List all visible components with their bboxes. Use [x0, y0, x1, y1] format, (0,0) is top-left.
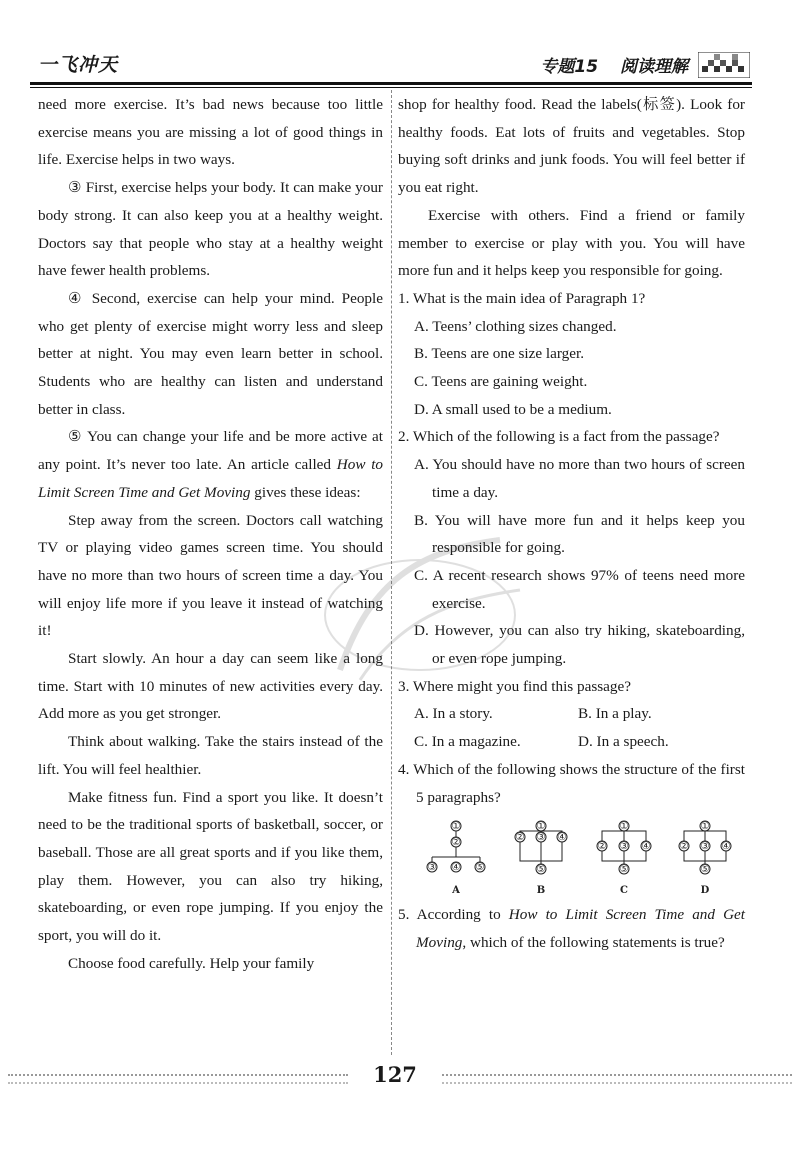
page-header: [30, 46, 772, 86]
q2-option-b: B. You will have more fun and it helps keep you responsible for going.: [414, 511, 745, 557]
idea-fitness: Make fitness fun. Find a sport you like. It doesn’t need to be the traditional sports of basketball, soccer, or baseball. Those are all great sports and if you like them, play them. However, you can also try hiking, skateboarding, or even rope jumping. If you enjoy the sport, you will do it.: [38, 788, 383, 945]
paragraph-5-text: ⑤ You can change your life and be more active at any point. It’s never too late. An article called: [38, 428, 383, 474]
diagram-a-node-3: ③: [427, 862, 437, 874]
diagram-d-node-3: ③: [700, 841, 710, 853]
structure-diagrams-svg: [398, 817, 745, 901]
header-rule-thick: [30, 82, 752, 85]
diagram-c: [597, 821, 651, 896]
food-paragraph-cont: shop for healthy food. Read the labels(标签). Look for healthy foods. Eat lots of fruits and vegetables. Stop buying soft drinks and junk foods. You will feel better if you eat right.: [398, 96, 745, 197]
diagram-c-node-3: ③: [619, 841, 629, 853]
q1-option-c: C. Teens are gaining weight.: [414, 373, 588, 391]
diagram-a-node-5: ⑤: [475, 862, 485, 874]
diagram-b-node-3: ③: [536, 832, 546, 844]
paragraph-4: ④ Second, exercise can help your mind. People who get plenty of exercise might worry less and sleep better at night. You may even learn better in school. Students who are healthy can listen and understand better in class.: [38, 289, 383, 418]
paragraph-5-tail: gives these ideas:: [254, 483, 361, 501]
q5-stem-prefix: 5. According to: [398, 906, 501, 924]
diagram-a-node-4: ④: [451, 862, 461, 874]
article-title: How to Limit Screen Time and Get Moving: [38, 456, 384, 501]
q1-option-a: A. Teens’ clothing sizes changed.: [414, 317, 617, 335]
question-5: [398, 901, 745, 956]
q5-article-title: How to Limit Screen Time and Get Moving: [416, 906, 746, 951]
q3-option-b: B. In a play.: [578, 705, 652, 723]
diagram-c-node-2: ②: [597, 841, 607, 853]
diagram-d-node-5: ⑤: [700, 864, 710, 876]
q1-option-b: B. Teens are one size larger.: [414, 345, 585, 363]
diagram-b-node-2: ②: [515, 832, 525, 844]
q3-options-row-1: [398, 700, 745, 728]
paragraph-2-end: need more exercise. It’s bad news because too little exercise means you are missing a lot of good things in life. Exercise helps in two ways.: [38, 96, 383, 169]
paragraph-5: [38, 423, 383, 506]
others-paragraph: Exercise with others. Find a friend or family member to exercise or play with you. You will have more fun and it helps keep you responsible for going.: [398, 206, 745, 280]
q2-option-c: C. A recent research shows 97% of teens need more exercise.: [414, 566, 745, 612]
structure-diagrams: [398, 817, 745, 901]
idea-food-start: Choose food carefully. Help your family: [68, 954, 315, 972]
question-2: 2. Which of the following is a fact from the passage?: [398, 428, 720, 446]
idea-walking: Think about walking. Take the stairs instead of the lift. You will feel healthier.: [38, 733, 383, 778]
diagram-c-node-4: ④: [641, 841, 651, 853]
diagram-c-node-1: ①: [619, 821, 629, 833]
diagram-b-label: B: [536, 885, 546, 897]
idea-slowly: Start slowly. An hour a day can seem like a long time. Start with 10 minutes of new activities every day. Add more as you get stronger.: [38, 650, 383, 723]
paragraph-3: ③ First, exercise helps your body. It can make your body strong. It can also keep you at a healthy weight. Doctors say that people who stay at a healthy weight have fewer health problems.: [38, 179, 383, 280]
diagram-b: [515, 821, 567, 896]
question-3: 3. Where might you find this passage?: [398, 677, 631, 695]
q3-option-d: D. In a speech.: [578, 733, 669, 751]
diagram-d-label: D: [700, 885, 710, 897]
watermark-logo-icon: [300, 520, 540, 700]
question-1: 1. What is the main idea of Paragraph 1?: [398, 289, 646, 307]
page-footer: [0, 1062, 800, 1092]
diagram-d-node-4: ④: [721, 841, 731, 853]
diagram-d: [679, 821, 731, 896]
q3-option-a: A. In a story.: [414, 705, 493, 723]
page-number: 127: [373, 1062, 417, 1087]
diagram-a-node-1: ①: [451, 821, 461, 833]
header-topic: [524, 52, 688, 77]
diagram-a-node-2: ②: [451, 837, 461, 849]
diagram-a-label: A: [452, 885, 460, 897]
diagram-b-node-1: ①: [536, 821, 546, 833]
diagram-d-node-1: ①: [700, 821, 710, 833]
q2-option-a: A. You should have no more than two hours of screen time a day.: [414, 456, 745, 501]
question-4: 4. Which of the following shows the structure of the first 5 paragraphs?: [398, 760, 745, 806]
q2-option-d: D. However, you can also try hiking, skateboarding, or even rope jumping.: [414, 622, 745, 668]
diagram-b-node-4: ④: [557, 832, 567, 844]
section-label: 阅读理解: [620, 57, 688, 77]
idea-screen: Step away from the screen. Doctors call watching TV or playing video games screen time. You should have no more than two hours of screen time a day. You will enjoy life more if you leave it instead of watching it!: [38, 511, 383, 640]
diagram-c-node-5: ⑤: [619, 864, 629, 876]
q1-option-d: D. A small used to be a medium.: [414, 400, 612, 418]
diagram-a: [427, 821, 485, 896]
q3-options-row-2: [398, 728, 745, 756]
footer-rule-left: [8, 1074, 348, 1084]
q5-stem-suffix: , which of the following statements is true?: [462, 933, 725, 951]
header-rule-thin: [30, 87, 752, 88]
footer-rule-right: [442, 1074, 792, 1084]
diagram-b-node-5: ⑤: [536, 864, 546, 876]
brand-title: 一飞冲天: [38, 54, 119, 76]
diagram-c-label: C: [620, 885, 628, 897]
diagram-d-node-2: ②: [679, 841, 689, 853]
topic-label: 专题15: [540, 57, 599, 77]
checker-decoration-icon: [698, 52, 750, 78]
q3-option-c: C. In a magazine.: [414, 733, 521, 751]
